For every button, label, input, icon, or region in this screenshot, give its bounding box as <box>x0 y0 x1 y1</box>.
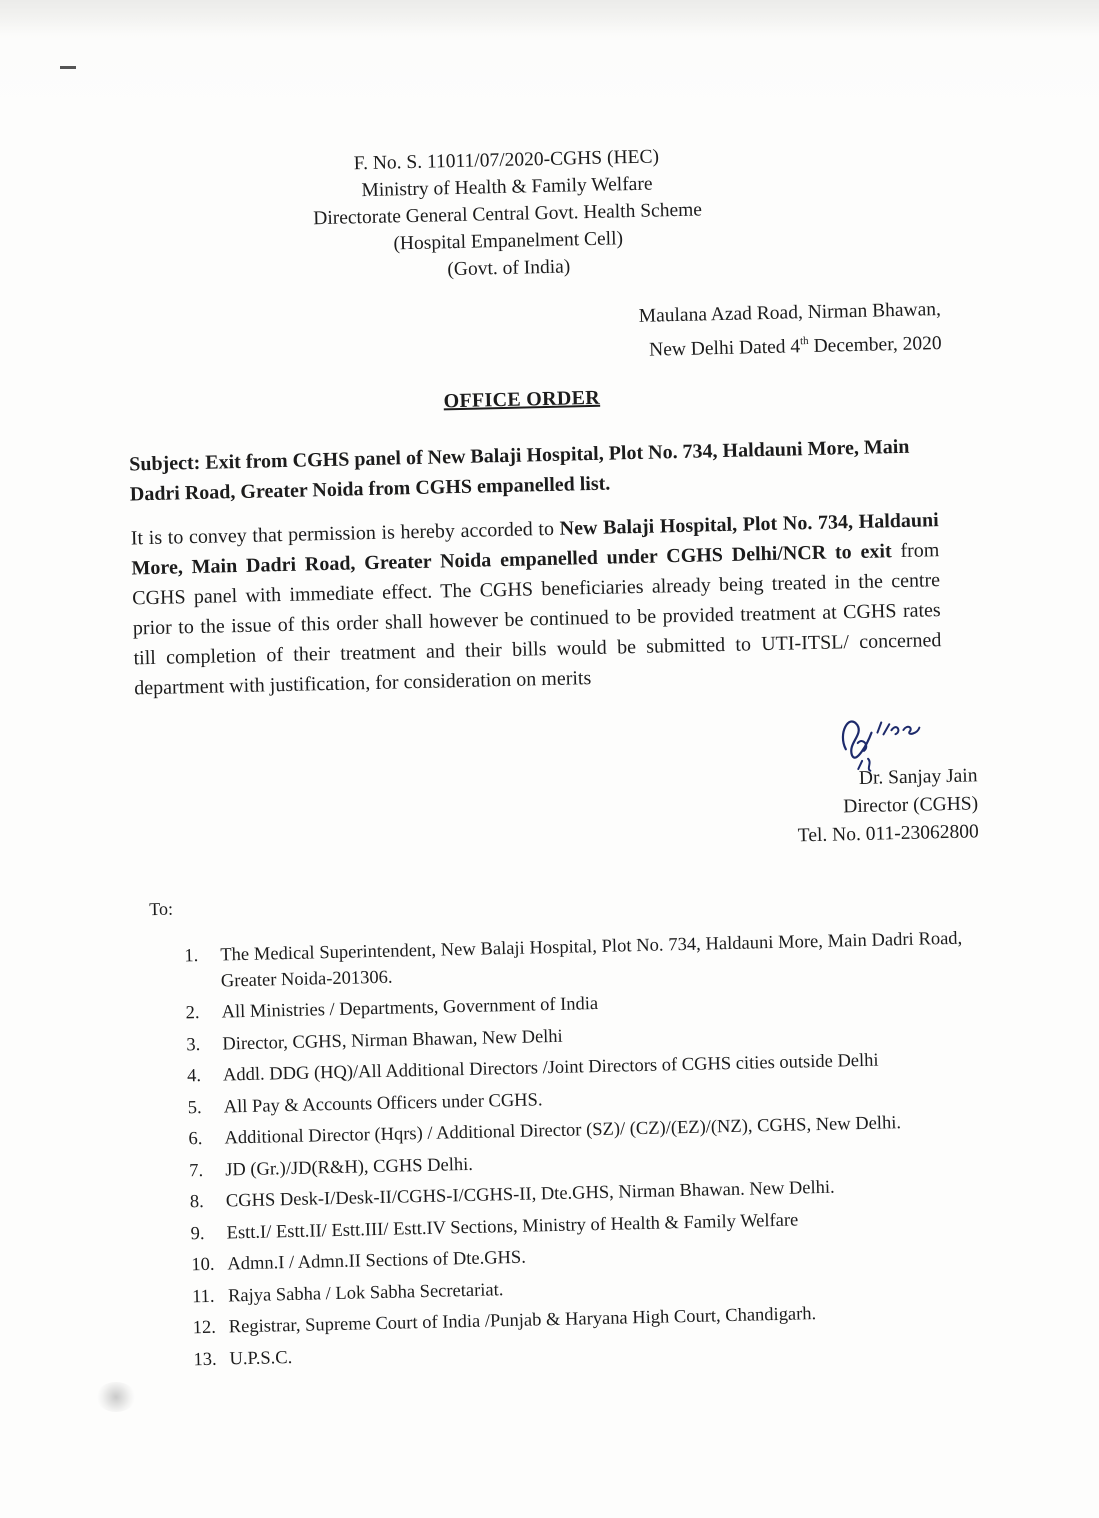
signer-name: Dr. Sanjay Jain <box>858 765 978 789</box>
recipient-text: U.P.S.C. <box>229 1347 293 1369</box>
govt-name: (Govt. of India) <box>447 256 571 281</box>
recipient-number: 13. <box>193 1349 217 1370</box>
signer-block <box>677 762 979 853</box>
body-bold-text: New Balaji Hospital, Plot No. 734, Haldauni More, Main Dadri Road, Greater Noida empanelled under CGHS Delhi/NCR to exit <box>131 509 939 580</box>
recipient-number: 11. <box>191 1286 215 1307</box>
recipient-number: 12. <box>192 1317 217 1339</box>
document-title: OFFICE ORDER <box>443 386 601 413</box>
recipient-text: Rajya Sabha / Lok Sabha Secretariat. <box>227 1279 504 1306</box>
file-number: F. No. S. 11011/07/2020-CGHS (HEC) <box>353 146 660 175</box>
body-rest: from CGHS panel with immediate effect. The CGHS beneficiaries already being treated in the centre prior to the issue of this order shall however be continued to be provided treatment at CGHS rates till completion of their treatment and their bills would be submitted to UTI-ITSL/ concerned department with justification, for consideration on merits <box>131 539 942 700</box>
address-line-1: Maulana Azad Road, Nirman Bhawan, <box>638 299 942 327</box>
recipient-text: Admn.I / Admn.II Sections of Dte.GHS. <box>227 1247 527 1275</box>
recipient-text: Addl. DDG (HQ)/All Additional Directors /Joint Directors of CGHS cities outside Delhi <box>222 1050 879 1086</box>
recipient-number: 9. <box>190 1223 205 1244</box>
recipient-text: Additional Director (Hqrs) / Additional Director (SZ)/ (CZ)/(EZ)/(NZ), CGHS, New Delhi. <box>224 1113 902 1149</box>
scan-smudge <box>96 1382 136 1412</box>
recipient-number: 4. <box>186 1066 202 1087</box>
recipient-number: 5. <box>187 1097 202 1118</box>
recipient-number: 3. <box>186 1034 201 1055</box>
recipient-number: 6. <box>188 1128 203 1150</box>
recipient-text: Registrar, Supreme Court of India /Punjab & Haryana High Court, Chandigarh. <box>228 1304 817 1338</box>
directorate-name: Directorate General Central Govt. Health Scheme <box>313 199 703 230</box>
recipient-text: All Pay & Accounts Officers under CGHS. <box>223 1089 543 1117</box>
recipient-number: 10. <box>191 1254 215 1276</box>
date-superscript: th <box>799 335 809 348</box>
recipient-text: CGHS Desk-I/Desk-II/CGHS-I/CGHS-II, Dte.GHS, Nirman Bhawan. New Delhi. <box>225 1177 835 1212</box>
recipient-text: JD (Gr.)/JD(R&H), CGHS Delhi. <box>224 1154 474 1180</box>
date-prefix: New Delhi Dated 4 <box>648 336 801 361</box>
recipient-number: 8. <box>189 1191 205 1213</box>
recipient-text: All Ministries / Departments, Government of India <box>221 993 599 1023</box>
body-paragraph <box>131 505 943 703</box>
body-intro: It is to convey that permission is hereby accorded to <box>130 517 560 550</box>
subject-line: Subject: Exit from CGHS panel of New Balaji Hospital, Plot No. 734, Haldauni More, Main Dadri Road, Greater Noida from CGHS empanelled list. <box>128 435 910 506</box>
recipient-list <box>184 927 972 1380</box>
recipient-number: 2. <box>185 1003 200 1024</box>
date-suffix: December, 2020 <box>808 333 942 358</box>
signer-designation: Director (CGHS) <box>843 793 979 818</box>
signer-telephone: Tel. No. 011-23062800 <box>797 821 979 847</box>
ministry-name: Ministry of Health & Family Welfare <box>361 173 653 202</box>
recipient-number: 7. <box>189 1160 204 1181</box>
recipient-text: Director, CGHS, Nirman Bhawan, New Delhi <box>222 1026 563 1055</box>
cell-name: (Hospital Empanelment Cell) <box>393 228 624 255</box>
address-block <box>501 295 942 368</box>
recipient-text: The Medical Superintendent, New Balaji Hospital, Plot No. 734, Haldauni More, Main Dadri Road, Greater Noida-201306. <box>220 928 963 992</box>
to-label: To: <box>149 898 174 920</box>
letterhead <box>286 142 729 287</box>
recipient-text: Estt.I/ Estt.II/ Estt.III/ Estt.IV Sections, Ministry of Health & Family Welfare <box>226 1209 799 1243</box>
recipient-number: 1. <box>184 946 199 967</box>
recipient-item <box>184 927 963 996</box>
